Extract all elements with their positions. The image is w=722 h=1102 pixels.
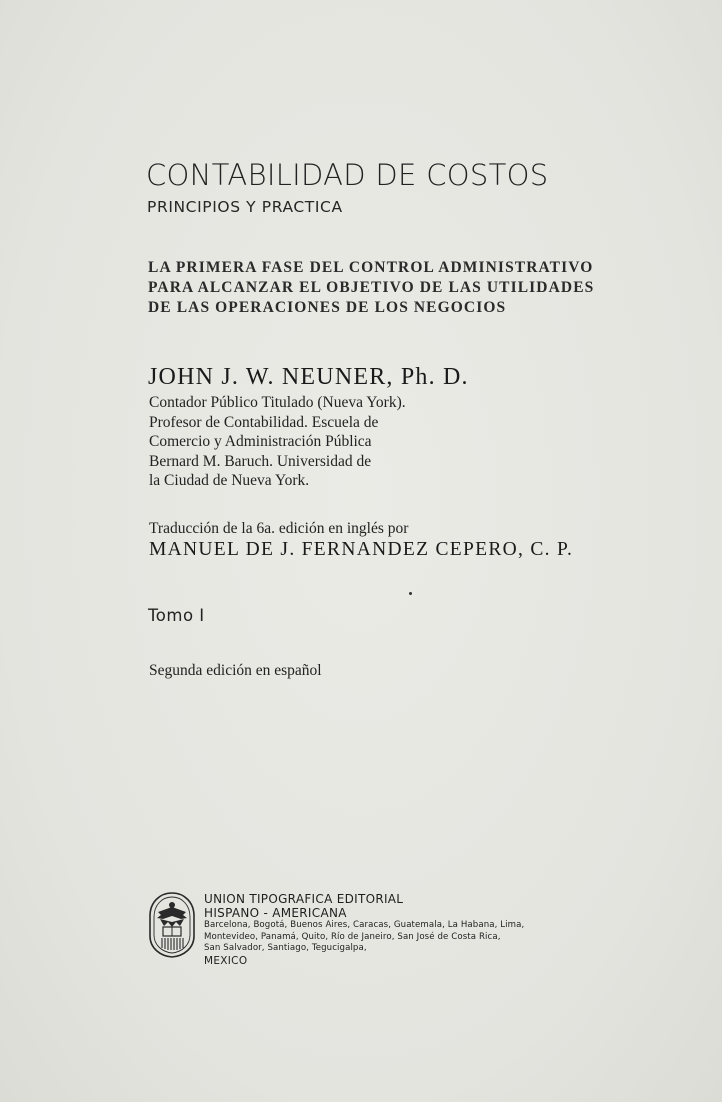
translator-name: MANUEL DE J. FERNANDEZ CEPERO, C. P.: [149, 539, 574, 560]
edition-note: Segunda edición en español: [149, 662, 322, 679]
publisher-name: UNION TIPOGRAFICA EDITORIAL: [204, 892, 404, 906]
credential-line: la Ciudad de Nueva York.: [149, 472, 310, 489]
publisher-cities: San Salvador, Santiago, Tegucigalpa,: [204, 943, 367, 953]
ink-speck: [409, 592, 412, 595]
translation-label: Traducción de la 6a. edición en inglés por: [149, 520, 409, 537]
publisher-block: [204, 893, 524, 967]
credential-line: Contador Público Titulado (Nueva York).: [149, 394, 406, 411]
publisher-city: MEXICO: [204, 954, 248, 967]
publisher-name-2: HISPANO - AMERICANA: [204, 905, 347, 920]
author-name: JOHN J. W. NEUNER, Ph. D.: [148, 364, 469, 390]
publisher-seal-icon: [148, 892, 196, 958]
volume-number: Tomo I: [148, 606, 205, 625]
premise-line: DE LAS OPERACIONES DE LOS NEGOCIOS: [148, 299, 507, 316]
credential-line: Profesor de Contabilidad. Escuela de: [149, 413, 379, 431]
book-subtitle: PRINCIPIOS Y PRACTICA: [147, 198, 343, 216]
premise-block: [148, 258, 594, 318]
credential-line: Bernard M. Baruch. Universidad de: [149, 452, 372, 470]
premise-line: LA PRIMERA FASE DEL CONTROL ADMINISTRATIVO: [148, 259, 594, 276]
credential-line: Comercio y Administración Pública: [149, 433, 372, 450]
premise-line: PARA ALCANZAR EL OBJETIVO DE LAS UTILIDADES: [148, 279, 595, 296]
publisher-cities: Barcelona, Bogotá, Buenos Aires, Caracas, Guatemala, La Habana, Lima,: [204, 920, 525, 930]
publisher-cities: Montevideo, Panamá, Quito, Río de Janeiro, San José de Costa Rica,: [204, 931, 501, 942]
book-title: CONTABILIDAD DE COSTOS: [146, 158, 549, 192]
author-credentials: [149, 393, 406, 491]
